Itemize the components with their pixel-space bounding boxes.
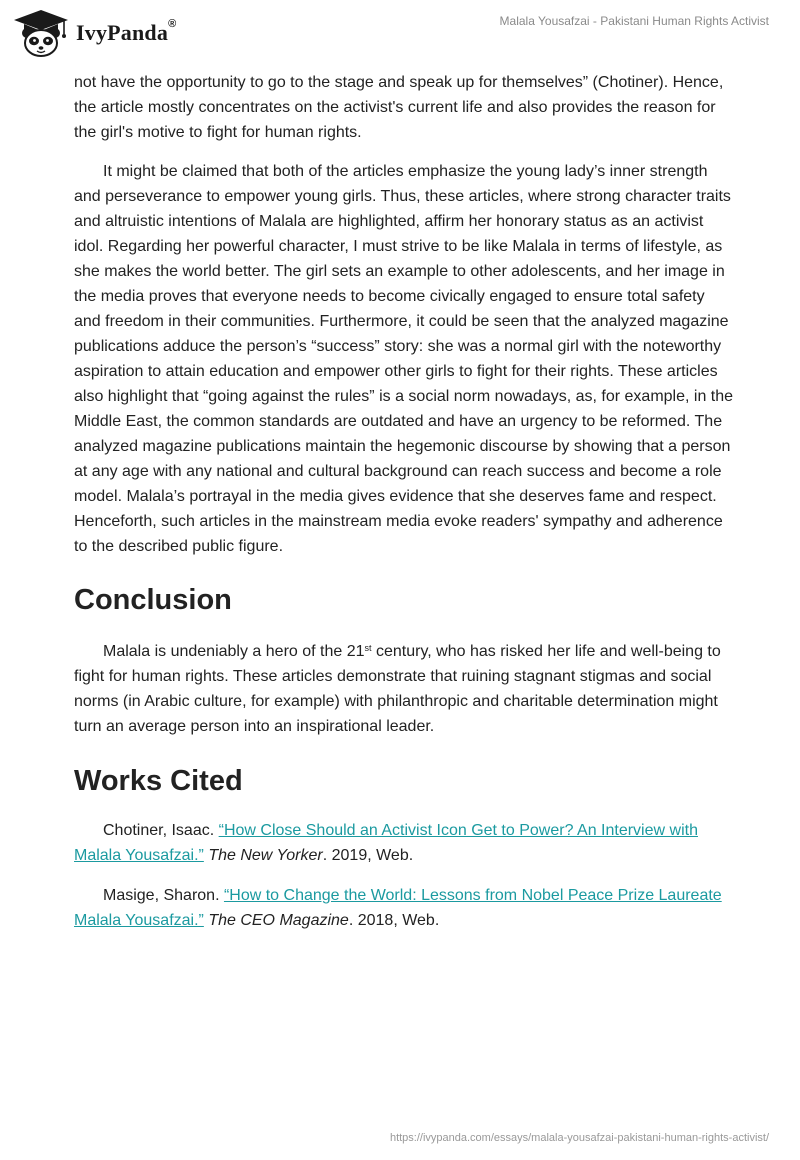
paragraph-conclusion: Malala is undeniably a hero of the 21st century, who has risked her life and well-being to fight for human rights. These articles demonstrate that ruining stagnant stigmas and social norms (in Arabic culture, for example) with philanthropic and charitable determination might turn an average person into an inspirational leader. xyxy=(74,643,721,735)
citation-entry: Chotiner, Isaac. “How Close Should an Activist Icon Get to Power? An Interview with Malala Yousafzai.” The New Yorker. 2019, Web. xyxy=(74,822,698,864)
paragraph-continued: not have the opportunity to go to the stage and speak up for themselves” (Chotiner). Hence, the article mostly concentrates on the activist's current life and also provides the reason for the girl's motive to fight for human rights. xyxy=(74,74,724,141)
citation-publication: The New Yorker xyxy=(208,847,323,864)
paragraph-analysis: It might be claimed that both of the articles emphasize the young lady’s inner strength and perseverance to empower young girls. Thus, these articles, where strong character traits and altruistic intentions of Malala are highlighted, affirm her honorary status as an activist idol. Regarding her powerful character, I must strive to be like Malala in terms of lifestyle, as she makes the world better. The girl sets an example to other adolescents, and her image in the media proves that everyone needs to become civically engaged to ensure total safety and freedom in their communities. Furthermore, it could be seen that the analyzed magazine publications adduce the person’s “success” story: she was a normal girl with the noteworthy aspiration to attain education and empower other girls to fight for their rights. These articles also highlight that “going against the rules” is a social norm nowadays, as, for example, in the Middle East, the common standards are outdated and have an urgency to be reformed. The analyzed magazine publications maintain the hegemonic discourse by showing that a person at any age with any national and cultural background can reach success and become a role model. Malala’s portrayal in the media gives evidence that she deserves fame and respect. Henceforth, such articles in the mainstream media evoke readers' sympathy and adherence to the described public figure. xyxy=(74,163,734,555)
essay-content xyxy=(74,70,734,948)
works-cited-heading: Works Cited xyxy=(74,765,243,797)
citation-entry: Masige, Sharon. “How to Change the World: Lessons from Nobel Peace Prize Laureate Malala Yousafzai.” The CEO Magazine. 2018, Web. xyxy=(74,887,722,929)
citation-link[interactable]: “How to Change the World: Lessons from Nobel Peace Prize Laureate Malala Yousafzai.” xyxy=(74,887,722,929)
citation-publication: The CEO Magazine xyxy=(208,912,349,929)
citation-link[interactable]: “How Close Should an Activist Icon Get to Power? An Interview with Malala Yousafzai.” xyxy=(74,822,698,864)
footer-source-url[interactable]: https://ivypanda.com/essays/malala-yousafzai-pakistani-human-rights-activist/ xyxy=(389,1132,769,1144)
ivypanda-logo[interactable] xyxy=(12,8,176,58)
document-title: Malala Yousafzai - Pakistani Human Rights Activist xyxy=(499,14,769,28)
brand-name: IvyPanda® xyxy=(76,18,177,45)
citation-author: Masige, Sharon. xyxy=(103,887,224,904)
page-header xyxy=(0,0,800,70)
citation-author: Chotiner, Isaac. xyxy=(103,822,219,839)
conclusion-heading: Conclusion xyxy=(74,584,232,616)
panda-graduation-cap-icon xyxy=(12,8,70,58)
